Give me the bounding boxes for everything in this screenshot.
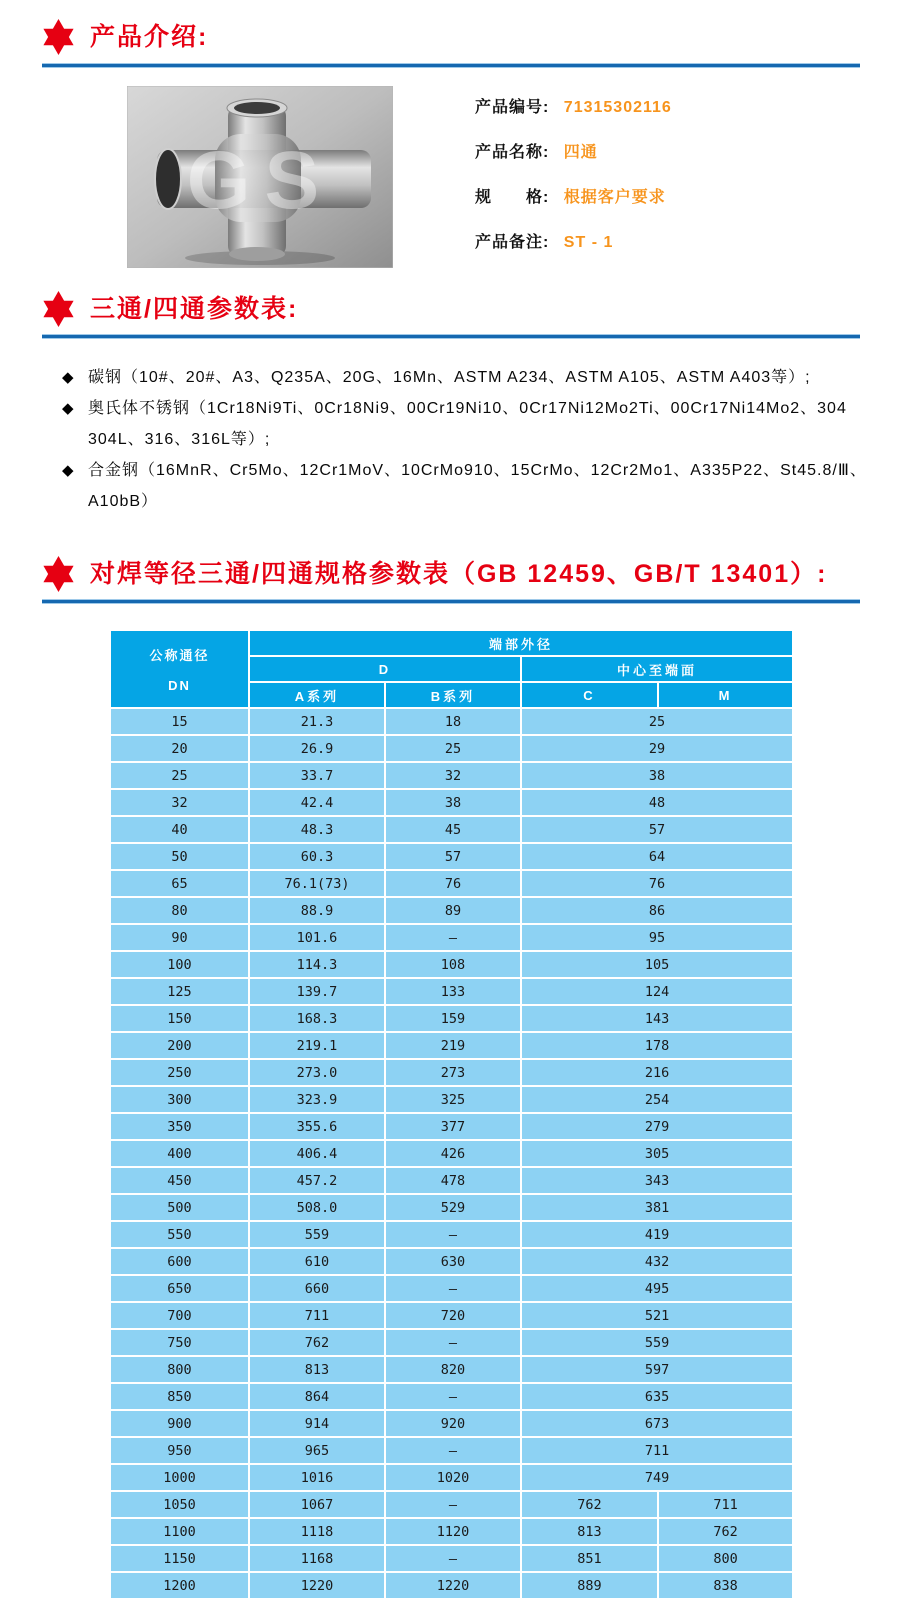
table-cell: 377 [385,1113,521,1140]
table-cell: 711 [521,1437,793,1464]
star-icon [40,290,77,328]
table-cell: 635 [521,1383,793,1410]
header-cell-m: M [658,682,793,708]
table-cell: 219 [385,1032,521,1059]
table-cell: 950 [110,1437,249,1464]
table-row [110,1329,793,1356]
table-cell: 25 [385,735,521,762]
table-row [110,1167,793,1194]
section-heading-materials [40,290,909,328]
table-cell: 323.9 [249,1086,385,1113]
table-cell: 150 [110,1005,249,1032]
table-cell: 762 [658,1518,793,1545]
product-field [475,94,672,116]
table-cell: 125 [110,978,249,1005]
table-cell: 32 [385,762,521,789]
table-cell: 273.0 [249,1059,385,1086]
table-cell: — [385,1329,521,1356]
table-row [110,1032,793,1059]
spec-table-body [110,708,793,1599]
product-field [475,229,672,251]
table-cell: 200 [110,1032,249,1059]
table-cell: — [385,1491,521,1518]
table-cell: 550 [110,1221,249,1248]
table-cell: 965 [249,1437,385,1464]
table-row [110,789,793,816]
table-cell: 850 [110,1383,249,1410]
table-cell: 216 [521,1059,793,1086]
product-field [475,139,672,161]
table-cell: 1016 [249,1464,385,1491]
table-cell: 478 [385,1167,521,1194]
table-cell: 45 [385,816,521,843]
table-cell: 720 [385,1302,521,1329]
table-cell: 838 [658,1572,793,1599]
table-cell: 1020 [385,1464,521,1491]
product-section [127,86,909,274]
table-cell: 25 [521,708,793,735]
table-cell: 305 [521,1140,793,1167]
bullet-text [88,393,847,455]
table-cell: 630 [385,1248,521,1275]
table-row [110,1275,793,1302]
table-cell: 88.9 [249,897,385,924]
table-cell: 65 [110,870,249,897]
header-cell-c: C [521,682,658,708]
table-cell: 600 [110,1248,249,1275]
table-cell: 749 [521,1464,793,1491]
table-cell: 800 [658,1545,793,1572]
bullet-line: 碳钢（10#、20#、A3、Q235A、20G、16Mn、ASTM A234、ASTM A105、ASTM A403等）; [88,369,811,386]
table-cell: 650 [110,1275,249,1302]
table-cell: 851 [521,1545,658,1572]
table-cell: 60.3 [249,843,385,870]
table-cell: 343 [521,1167,793,1194]
table-cell: 124 [521,978,793,1005]
table-cell: 762 [521,1491,658,1518]
table-cell: 133 [385,978,521,1005]
table-cell: 178 [521,1032,793,1059]
list-item [62,455,909,517]
table-cell: — [385,1221,521,1248]
table-row [110,1410,793,1437]
table-row [110,1437,793,1464]
cross-fitting-photo [127,86,393,268]
bullet-text [88,362,811,393]
spec-table-header [110,630,793,708]
table-row [110,1005,793,1032]
table-cell: 76 [521,870,793,897]
table-row [110,978,793,1005]
table-cell: 100 [110,951,249,978]
table-row [110,1248,793,1275]
table-cell: 139.7 [249,978,385,1005]
table-cell: 219.1 [249,1032,385,1059]
table-cell: 254 [521,1086,793,1113]
field-value: ST - 1 [563,234,614,251]
table-cell: 1000 [110,1464,249,1491]
table-cell: 1200 [110,1572,249,1599]
table-cell: 750 [110,1329,249,1356]
table-cell: 889 [521,1572,658,1599]
table-cell: 673 [521,1410,793,1437]
bullet-text [88,455,867,517]
table-cell: 900 [110,1410,249,1437]
table-cell: 76.1(73) [249,870,385,897]
table-cell: 500 [110,1194,249,1221]
table-cell: 559 [521,1329,793,1356]
table-cell: 521 [521,1302,793,1329]
diamond-bullet-icon: ◆ [62,400,74,417]
table-cell: — [385,924,521,951]
table-row [110,924,793,951]
field-label: 产品备注: [475,234,550,251]
header-cell-a-series: A系列 [249,682,385,708]
table-cell: 711 [249,1302,385,1329]
diamond-bullet-icon: ◆ [62,462,74,479]
bullet-line: 304L、316、316L等）; [88,431,271,448]
table-row [110,1059,793,1086]
table-cell: — [385,1437,521,1464]
table-cell: 1118 [249,1518,385,1545]
section-title: 三通/四通参数表: [90,295,299,323]
star-icon [40,555,77,593]
header-cell-cm: 中心至端面 [521,656,793,682]
table-cell: 57 [385,843,521,870]
table-cell: 529 [385,1194,521,1221]
table-cell: — [385,1383,521,1410]
product-info [475,86,672,274]
table-row [110,762,793,789]
table-row [110,897,793,924]
diamond-bullet-icon: ◆ [62,369,74,386]
table-cell: 597 [521,1356,793,1383]
table-cell: 95 [521,924,793,951]
table-cell: 450 [110,1167,249,1194]
table-row [110,1194,793,1221]
section-heading-intro [40,18,909,56]
table-cell: 1050 [110,1491,249,1518]
table-cell: 300 [110,1086,249,1113]
table-cell: 159 [385,1005,521,1032]
table-row [110,1221,793,1248]
table-row [110,1356,793,1383]
table-cell: 108 [385,951,521,978]
table-cell: 559 [249,1221,385,1248]
table-cell: 48 [521,789,793,816]
header-cell-group: 端部外径 [249,630,793,656]
table-cell: 800 [110,1356,249,1383]
bullet-line: A10bB） [88,493,159,510]
table-cell: 700 [110,1302,249,1329]
field-label: 产品编号: [475,99,550,116]
header-cell-d: D [249,656,521,682]
bullet-line: 合金钢（16MnR、Cr5Mo、12Cr1MoV、10CrMo910、15CrMo、12Cr2Mo1、A335P22、St45.8/Ⅲ、 [88,462,867,479]
table-cell: 820 [385,1356,521,1383]
table-cell: 508.0 [249,1194,385,1221]
table-cell: 325 [385,1086,521,1113]
table-cell: 26.9 [249,735,385,762]
table-cell: 273 [385,1059,521,1086]
table-cell: 90 [110,924,249,951]
table-cell: 406.4 [249,1140,385,1167]
table-cell: 1220 [385,1572,521,1599]
product-field [475,184,672,206]
table-cell: — [385,1545,521,1572]
spec-table [109,629,794,1600]
divider-line [42,63,860,68]
table-cell: 168.3 [249,1005,385,1032]
list-item [62,362,909,393]
table-cell: 18 [385,708,521,735]
table-row [110,1140,793,1167]
table-cell: 48.3 [249,816,385,843]
table-cell: 1150 [110,1545,249,1572]
table-row [110,816,793,843]
table-cell: 432 [521,1248,793,1275]
field-value: 71315302116 [563,99,672,116]
table-row [110,1113,793,1140]
table-cell: 80 [110,897,249,924]
list-item [62,393,909,455]
table-cell: 1120 [385,1518,521,1545]
table-row [110,1302,793,1329]
table-cell: 105 [521,951,793,978]
table-cell: 279 [521,1113,793,1140]
field-label: 产品名称: [475,144,550,161]
bullet-line: 奥氏体不锈钢（1Cr18Ni9Ti、0Cr18Ni9、00Cr19Ni10、0Cr17Ni12Mo2Ti、00Cr17Ni14Mo2、304 [88,400,847,417]
table-cell: 38 [385,789,521,816]
table-row [110,1464,793,1491]
table-cell: 864 [249,1383,385,1410]
table-cell: 1067 [249,1491,385,1518]
divider-line [42,599,860,604]
table-cell: 50 [110,843,249,870]
divider-line [42,334,860,339]
table-cell: 920 [385,1410,521,1437]
table-cell: 76 [385,870,521,897]
table-cell: 495 [521,1275,793,1302]
header-cell-dn: 公称通径 DN [110,630,249,708]
table-cell: 114.3 [249,951,385,978]
header-cell-b-series: B系列 [385,682,521,708]
table-cell: — [385,1275,521,1302]
table-row [110,1572,793,1599]
table-cell: 86 [521,897,793,924]
table-row [110,843,793,870]
field-value: 四通 [563,144,598,161]
table-cell: 381 [521,1194,793,1221]
table-cell: 400 [110,1140,249,1167]
table-cell: 38 [521,762,793,789]
table-cell: 250 [110,1059,249,1086]
table-cell: 660 [249,1275,385,1302]
table-cell: 25 [110,762,249,789]
table-cell: 32 [110,789,249,816]
table-cell: 20 [110,735,249,762]
section-title: 对焊等径三通/四通规格参数表（GB 12459、GB/T 13401）: [90,560,828,588]
table-cell: 914 [249,1410,385,1437]
section-heading-spec [40,555,909,593]
table-cell: 40 [110,816,249,843]
table-cell: 610 [249,1248,385,1275]
star-icon [40,18,77,56]
materials-list [62,362,909,517]
table-cell: 143 [521,1005,793,1032]
table-cell: 711 [658,1491,793,1518]
table-cell: 64 [521,843,793,870]
table-cell: 419 [521,1221,793,1248]
table-cell: 42.4 [249,789,385,816]
table-cell: 29 [521,735,793,762]
table-row [110,1086,793,1113]
table-row [110,1545,793,1572]
table-cell: 813 [521,1518,658,1545]
table-row [110,1491,793,1518]
table-cell: 426 [385,1140,521,1167]
table-cell: 1220 [249,1572,385,1599]
table-cell: 350 [110,1113,249,1140]
table-cell: 1100 [110,1518,249,1545]
field-value: 根据客户要求 [563,189,666,206]
table-row [110,1383,793,1410]
table-cell: 457.2 [249,1167,385,1194]
table-row [110,1518,793,1545]
table-cell: 813 [249,1356,385,1383]
table-cell: 15 [110,708,249,735]
table-cell: 355.6 [249,1113,385,1140]
product-image [127,86,393,268]
table-row [110,735,793,762]
table-cell: 33.7 [249,762,385,789]
table-cell: 89 [385,897,521,924]
field-label: 规 格: [475,189,550,206]
table-cell: 762 [249,1329,385,1356]
table-cell: 21.3 [249,708,385,735]
section-title: 产品介绍: [90,23,209,51]
watermark-text: GS [186,135,334,226]
table-row [110,708,793,735]
table-row [110,870,793,897]
table-cell: 1168 [249,1545,385,1572]
table-row [110,951,793,978]
table-cell: 57 [521,816,793,843]
table-cell: 101.6 [249,924,385,951]
